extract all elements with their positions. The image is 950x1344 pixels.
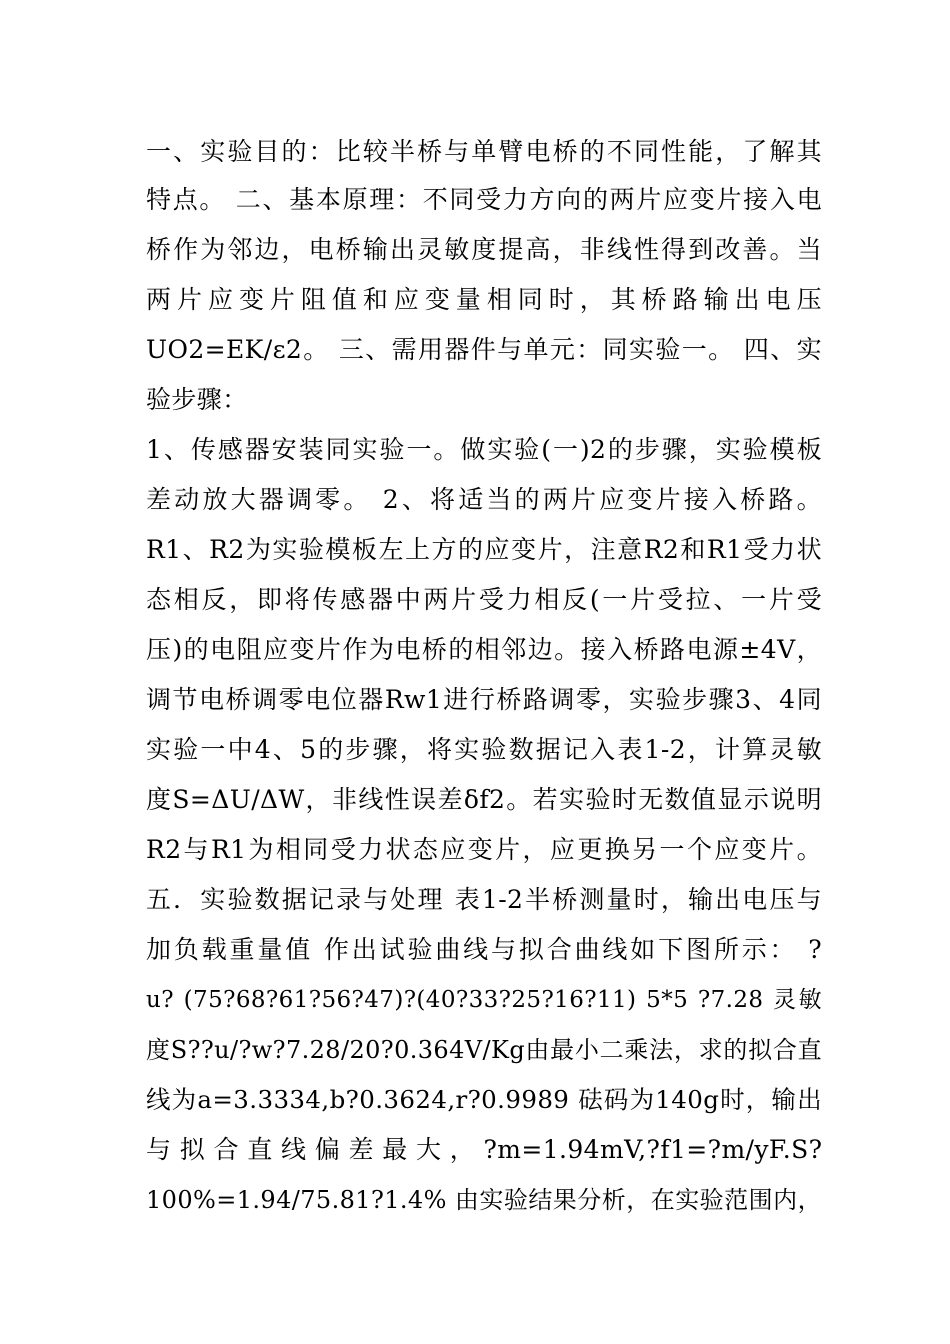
text-line-6: 验步骤： [146,385,248,414]
text-line-4: 两片应变片阻值和应变量相同时，其桥路输出电压 [146,285,822,314]
text-line-19: 度S??u/?w?7.28/20?0.364V/Kg由最小二乘法，求的拟合直 [146,1036,822,1064]
text-line-15: R2与R1为相同受力状态应变片，应更换另一个应变片。 [146,835,822,864]
text-line-12: 调节电桥调零电位器Rw1进行桥路调零，实验步骤3、4同 [146,685,822,714]
text-line-22: 100%=1.94/75.81?1.4% 由实验结果分析，在实验范围内， [146,1186,822,1214]
text-line-14: 度S=ΔU/ΔW，非线性误差δf2。若实验时无数值显示说明 [146,785,822,814]
text-line-1: 一、实验目的：比较半桥与单臂电桥的不同性能，了解其 [146,137,822,166]
text-line-10: 态相反，即将传感器中两片受力相反(一片受拉、一片受 [146,585,822,614]
text-line-20: 线为a=3.3334,b?0.3624,r?0.9989 砝码为140g时，输出 [146,1085,822,1114]
text-line-3: 桥作为邻边，电桥输出灵敏度提高，非线性得到改善。当 [146,235,822,264]
text-line-13: 实验一中4、5的步骤，将实验数据记入表1-2，计算灵敏 [146,735,822,764]
text-line-2: 特点。 二、基本原理：不同受力方向的两片应变片接入电 [146,185,822,214]
text-line-5: UO2=EK/ε2。 三、需用器件与单元：同实验一。 四、实 [146,335,822,364]
text-line-9: R1、R2为实验模板左上方的应变片，注意R2和R1受力状 [146,535,822,564]
text-line-8: 差动放大器调零。 2、将适当的两片应变片接入桥路。 [146,485,822,514]
text-line-21: 与 拟 合 直 线 偏 差 最 大 ， ?m=1.94mV,?f1=?m/yF.S? [146,1135,823,1164]
text-line-17: 加负载重量值 作出试验曲线与拟合曲线如下图所示： ? [146,935,822,964]
text-line-18: u? (75?68?61?56?47)?(40?33?25?16?11) 5*5 ?7.28 灵敏 [146,987,822,1013]
text-line-7: 1、传感器安装同实验一。做实验(一)2的步骤，实验模板 [146,435,822,464]
text-line-11: 压)的电阻应变片作为电桥的相邻边。接入桥路电源±4V， [146,635,822,664]
text-line-16: 五．实验数据记录与处理 表1-2半桥测量时，输出电压与 [146,885,822,914]
